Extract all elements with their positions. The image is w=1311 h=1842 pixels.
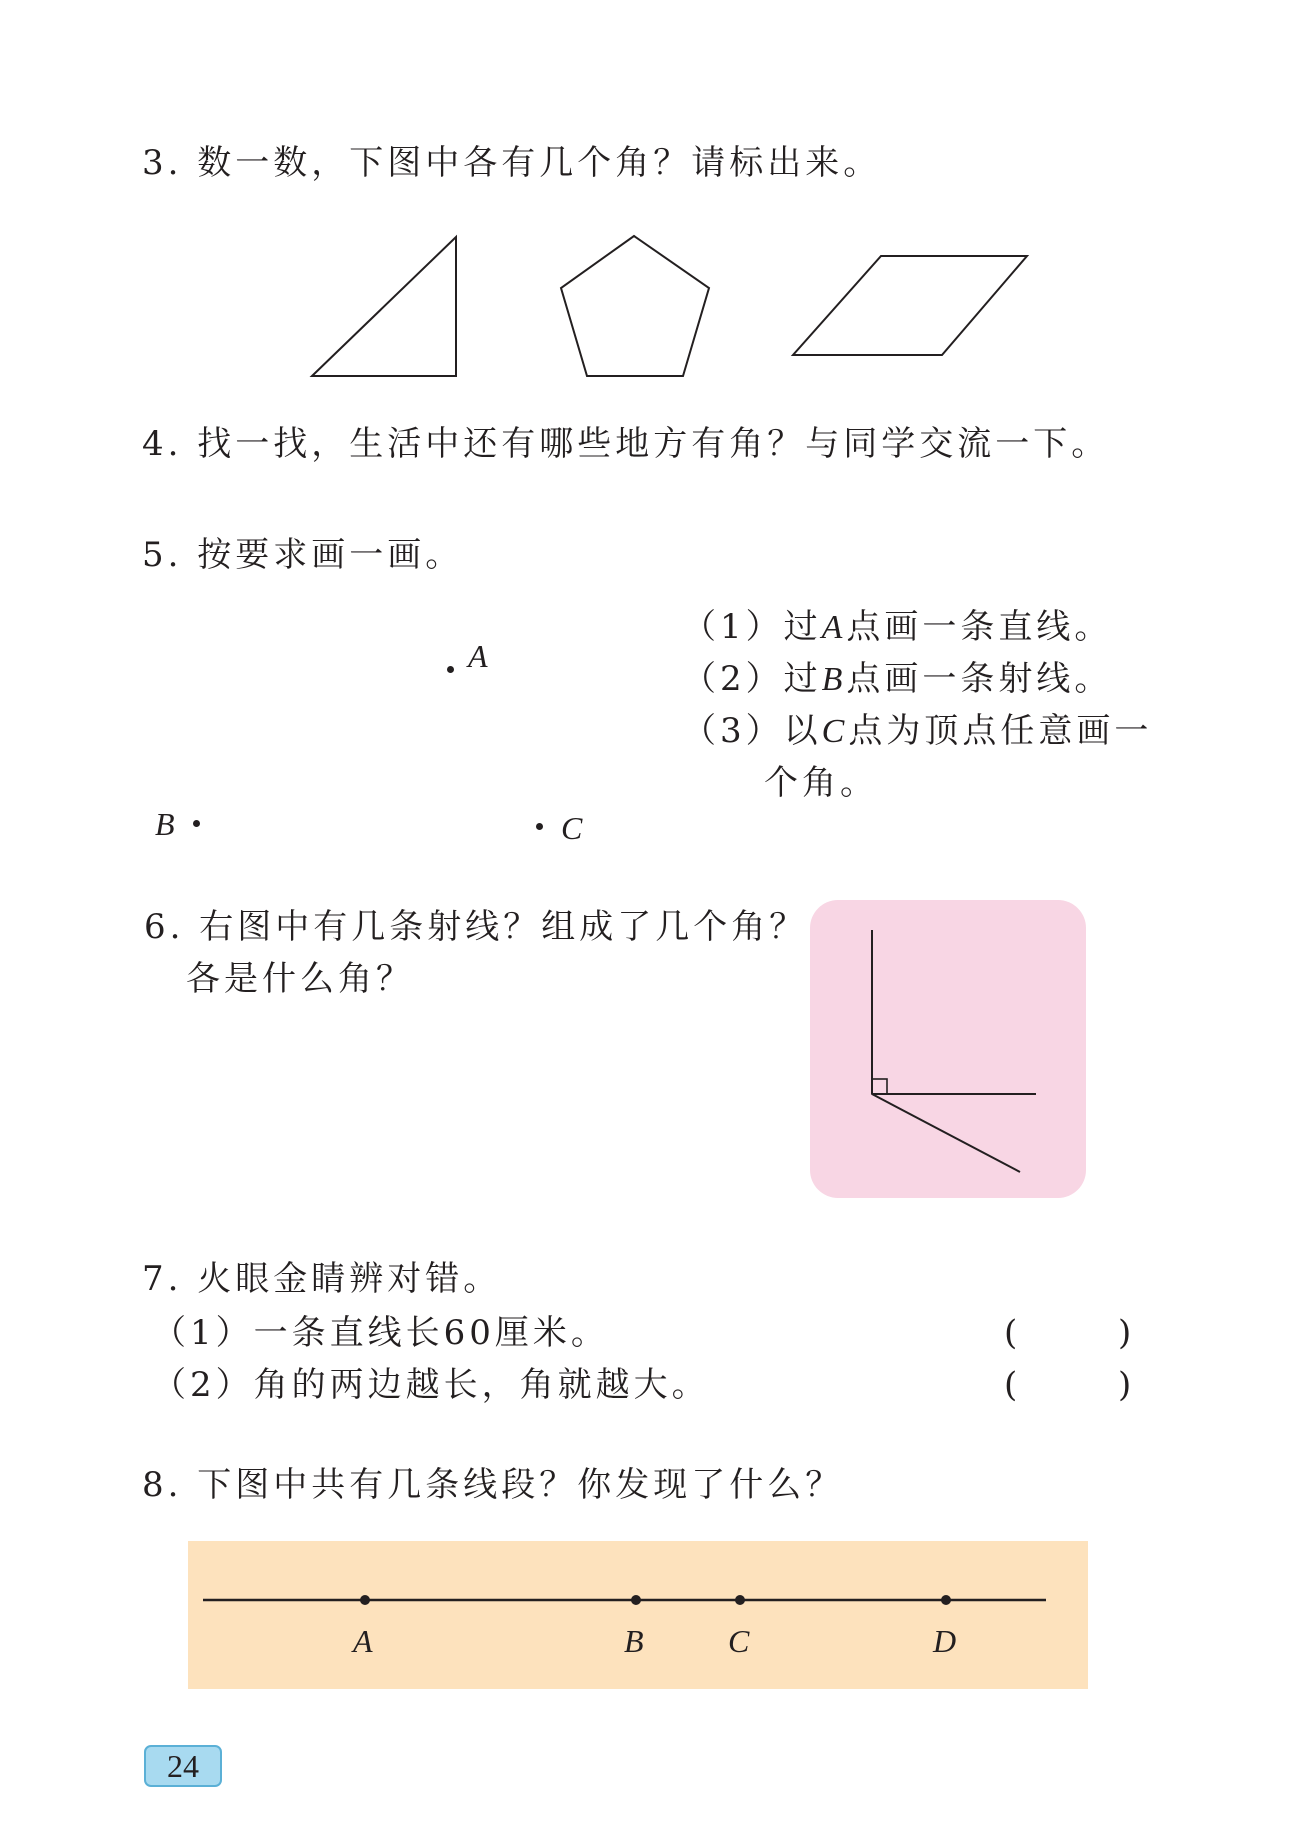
q5-item-3-point: C — [821, 713, 849, 750]
point-a-dot — [360, 1595, 370, 1605]
q7-item-1-close-paren: ) — [1118, 1313, 1132, 1353]
page-number-badge: 24 — [144, 1745, 222, 1787]
q5-item-3 — [682, 711, 1153, 751]
q5-item-2 — [682, 659, 1113, 699]
question-3-text: 3. 数一数，下图中各有几个角？请标出来。 — [142, 143, 882, 183]
q5-item-3-post: 点为顶点任意画一 — [848, 711, 1153, 751]
q3-shapes — [0, 0, 1311, 400]
point-c-dot — [735, 1595, 745, 1605]
q5-item-2-point: B — [821, 661, 847, 698]
q7-item-1-text: （1）一条直线长60厘米。 — [152, 1313, 609, 1353]
diagonal-ray — [872, 1094, 1020, 1172]
segment-point-d-label: D — [933, 1623, 957, 1659]
pentagon-shape — [561, 236, 709, 376]
point-b-dot — [631, 1595, 641, 1605]
question-6-line-2: 各是什么角？ — [186, 959, 414, 999]
q7-item-2-text: （2）角的两边越长，角就越大。 — [152, 1365, 710, 1405]
triangle-shape — [312, 237, 456, 376]
question-4-text: 4. 找一找，生活中还有哪些地方有角？与同学交流一下。 — [142, 424, 1110, 464]
q5-item-1-num: （1） — [682, 607, 784, 647]
q7-item-2-open-paren: ( — [1004, 1365, 1018, 1405]
parallelogram-shape — [793, 256, 1027, 355]
question-7-text: 7. 火眼金睛辨对错。 — [142, 1259, 502, 1299]
question-6-line-1: 6. 右图中有几条射线？组成了几个角？ — [144, 907, 808, 947]
line-segments-panel — [188, 1541, 1088, 1689]
q5-item-3-num: （3） — [682, 711, 784, 751]
segment-point-c-label: C — [728, 1623, 750, 1659]
right-angle-mark — [872, 1079, 887, 1094]
q5-item-2-post: 点画一条射线。 — [846, 659, 1113, 699]
segment-point-b-label: B — [624, 1623, 644, 1659]
q7-item-1-open-paren: ( — [1004, 1313, 1018, 1353]
point-b-label: B — [155, 806, 175, 842]
point-c-label: C — [561, 810, 583, 846]
q5-item-3-pre: 以 — [783, 711, 822, 751]
angle-rays-diagram — [810, 900, 1086, 1198]
segment-point-a-label: A — [353, 1623, 373, 1659]
q5-item-1 — [682, 607, 1113, 647]
q7-item-2-close-paren: ) — [1118, 1365, 1132, 1405]
q5-item-1-point: A — [821, 609, 847, 646]
question-5-text: 5. 按要求画一画。 — [142, 535, 464, 575]
segment-line-diagram — [188, 1541, 1088, 1689]
q5-item-2-num: （2） — [682, 659, 784, 699]
angle-diagram-panel — [810, 900, 1086, 1198]
q5-item-3-continued: 个角。 — [764, 763, 878, 803]
point-d-dot — [941, 1595, 951, 1605]
q5-item-1-pre: 过 — [783, 607, 822, 647]
point-a-dot — [447, 666, 454, 673]
q5-item-2-pre: 过 — [783, 659, 822, 699]
point-c-dot — [536, 823, 543, 830]
q5-item-1-post: 点画一条直线。 — [846, 607, 1113, 647]
question-8-text: 8. 下图中共有几条线段？你发现了什么？ — [142, 1465, 844, 1505]
point-a-label: A — [468, 638, 488, 674]
point-b-dot — [193, 820, 200, 827]
